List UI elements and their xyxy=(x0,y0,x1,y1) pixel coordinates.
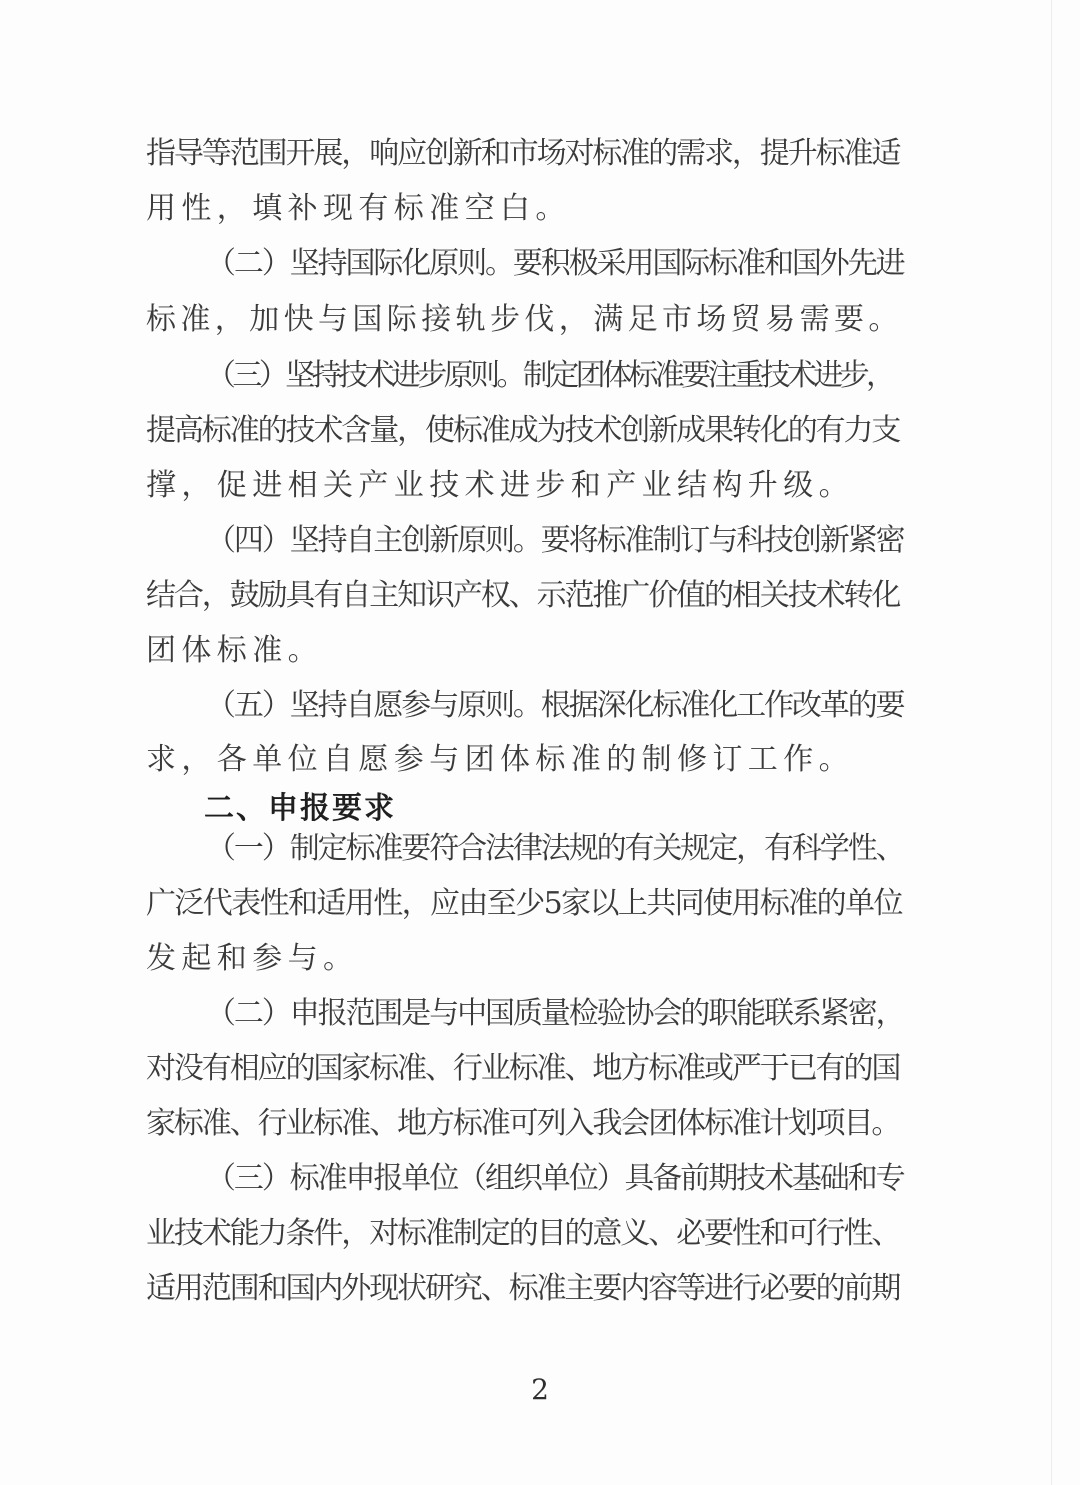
paragraph-first-line: （二）坚持国际化原则。要积极采用国际标准和国外先进 xyxy=(206,246,904,281)
body-line: 家标准、行业标准、地方标准可列入我会团体标准计划项目。 xyxy=(146,1106,900,1141)
body-line: 对没有相应的国家标准、行业标准、地方标准或严于已有的国 xyxy=(146,1051,900,1086)
body-line: 用性，填补现有标准空白。 xyxy=(146,191,571,226)
paragraph-first-line: （五）坚持自愿参与原则。根据深化标准化工作改革的要 xyxy=(206,688,904,723)
paragraph-first-line: （三）坚持技术进步原则。制定团体标准要注重技术进步， xyxy=(206,358,893,393)
page-number: 2 xyxy=(531,1373,549,1406)
body-line: 提高标准的技术含量，使标准成为技术创新成果转化的有力支 xyxy=(146,413,900,448)
body-line: 业技术能力条件，对标准制定的目的意义、必要性和可行性、 xyxy=(146,1216,900,1251)
body-line: 适用范围和国内外现状研究、标准主要内容等进行必要的前期 xyxy=(146,1271,900,1306)
paragraph-first-line: （四）坚持自主创新原则。要将标准制订与科技创新紧密 xyxy=(206,523,904,558)
paragraph-first-line: （三）标准申报单位（组织单位）具备前期技术基础和专 xyxy=(206,1161,904,1196)
paragraph-first-line: （一）制定标准要符合法律法规的有关规定，有科学性、 xyxy=(206,831,904,866)
body-line: 团体标准。 xyxy=(146,633,323,668)
scan-edge-divider xyxy=(1051,0,1052,1485)
body-line: 广泛代表性和适用性，应由至少5家以上共同使用标准的单位 xyxy=(146,886,902,921)
body-line: 求，各单位自愿参与团体标准的制修订工作。 xyxy=(146,742,854,777)
section-heading: 二、申报要求 xyxy=(204,791,396,826)
body-line: 标准，加快与国际接轨步伐，满足市场贸易需要。 xyxy=(146,302,903,337)
body-line: 撑，促进相关产业技术进步和产业结构升级。 xyxy=(146,468,854,503)
body-line: 结合，鼓励具有自主知识产权、示范推广价值的相关技术转化 xyxy=(146,578,900,613)
body-line: 指导等范围开展，响应创新和市场对标准的需求，提升标准适 xyxy=(146,136,900,171)
paragraph-first-line: （二）申报范围是与中国质量检验协会的职能联系紧密， xyxy=(206,996,904,1031)
body-line: 发起和参与。 xyxy=(146,941,359,976)
